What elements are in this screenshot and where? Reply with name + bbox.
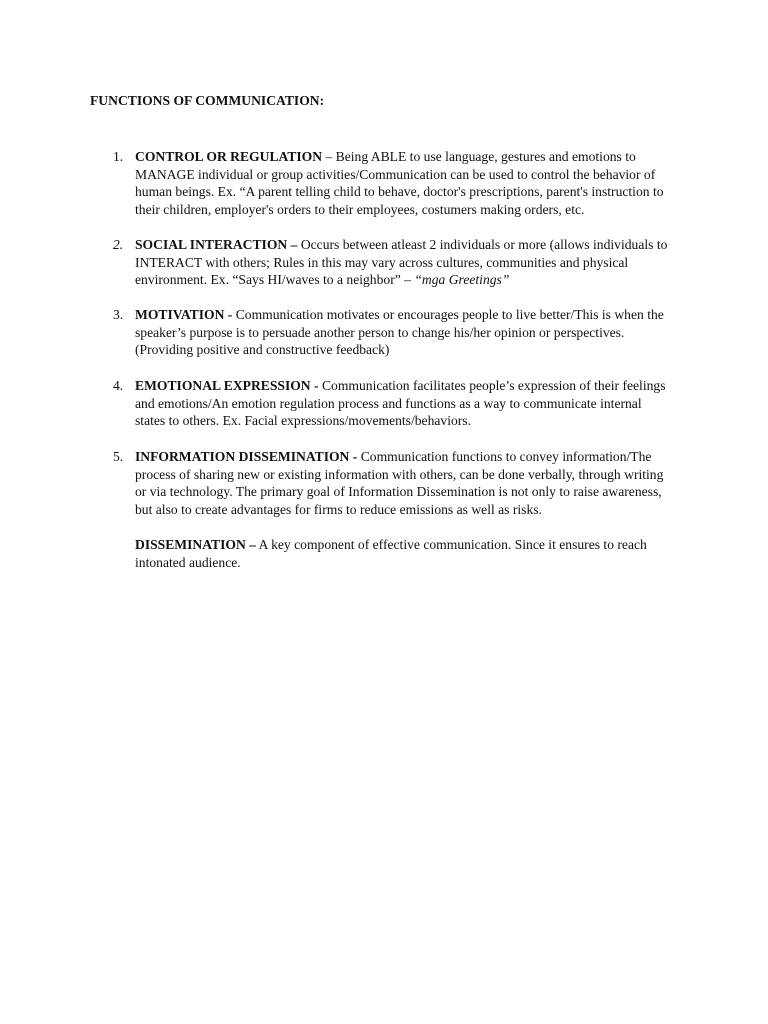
item-line (135, 378, 666, 394)
item-text: environment. Ex. “Says HI/waves to a neighbor” – (135, 272, 415, 288)
item-line: or via technology. The primary goal of Information Dissemination is not only to raise awareness, (135, 484, 662, 500)
item-number: 4. (113, 378, 124, 393)
item-term: CONTROL OR REGULATION (135, 149, 323, 164)
item-line (135, 449, 651, 465)
item-line (135, 307, 664, 323)
item-number: 3. (113, 307, 124, 322)
note-text: A key component of effective communication. Since it ensures to reach (255, 537, 647, 552)
item-text: Communication motivates or encourages people to live better/This is when the (232, 307, 664, 322)
item-text: – Being ABLE to use language, gestures and emotions to (322, 149, 636, 164)
item-number: 5. (113, 449, 124, 464)
item-line: process of sharing new or existing information with others, can be done verbally, through writing (135, 466, 664, 482)
document-title: FUNCTIONS OF COMMUNICATION: (90, 93, 325, 108)
item-number: 2. (113, 237, 124, 252)
item-line: states to others. Ex. Facial expressions/movements/behaviors. (135, 413, 472, 429)
item-text: Occurs between atleast 2 individuals or more (allows individuals to (297, 237, 668, 252)
item-line: and emotions/An emotion regulation process and functions as a way to communicate internal (135, 395, 642, 411)
item-line: MANAGE individual or group activities/Communication can be used to control the behavior of (135, 166, 656, 182)
item-line: but also to create advantages for firms to reduce emissions as well as risks. (135, 502, 542, 518)
item-term: EMOTIONAL EXPRESSION - (135, 378, 319, 393)
item-line: INTERACT with others; Rules in this may vary across cultures, communities and physical (135, 254, 629, 270)
item-number: 1. (113, 149, 124, 164)
item-line: their children, employer's orders to their employees, costumers making orders, etc. (135, 202, 585, 218)
item-line (135, 237, 667, 253)
item-line: human beings. Ex. “A parent telling child to behave, doctor's prescriptions, parent's instruction to (135, 184, 664, 200)
item-line: speaker’s purpose is to persuade another person to change his/her opinion or perspectives. (135, 324, 625, 340)
note-line (135, 537, 647, 553)
item-term: SOCIAL INTERACTION – (135, 237, 298, 252)
item-text: Communication facilitates people’s expression of their feelings (318, 378, 666, 393)
note-term: DISSEMINATION – (135, 537, 256, 552)
item-line: (Providing positive and constructive feedback) (135, 342, 390, 358)
item-term: INFORMATION DISSEMINATION - (135, 449, 358, 464)
item-italic: “mga Greetings” (414, 272, 510, 288)
item-text: Communication functions to convey information/The (357, 449, 652, 464)
item-line (135, 272, 509, 288)
item-term: MOTIVATION - (135, 307, 233, 322)
item-line (135, 149, 636, 165)
note-line: intonated audience. (135, 554, 241, 570)
